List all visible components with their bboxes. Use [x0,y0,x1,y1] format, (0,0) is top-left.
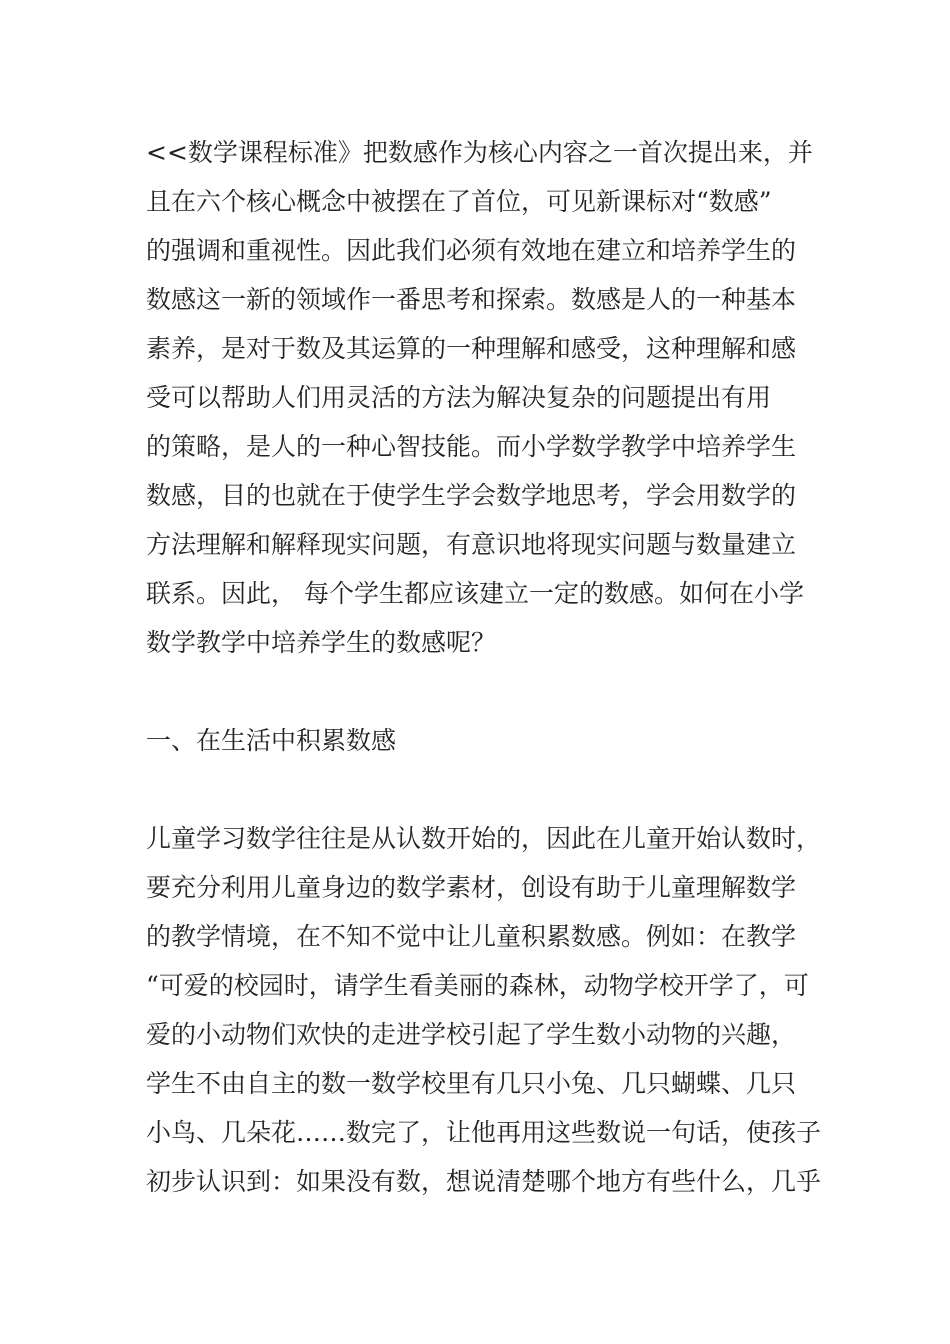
text-line: “可爱的校园时，请学生看美丽的森林，动物学校开学了，可 [146,971,809,1000]
text-line: 联系。因此， 每个学生都应该建立一定的数感。如何在小学 [146,579,804,608]
text-line: 的教学情境，在不知不觉中让儿童积累数感。例如：在教学 [146,922,797,951]
text-line: 受可以帮助人们用灵活的方法为解决复杂的问题提出有用 [146,383,772,412]
text-line: <<数学课程标准》把数感作为核心内容之一首次提出来，并 [146,138,813,167]
text-line: 的策略，是人的一种心智技能。而小学数学教学中培养学生 [146,432,797,461]
text-line: 数学教学中培养学生的数感呢？ [146,628,497,657]
document-body [146,128,822,1206]
text-line: 数感，目的也就在于使学生学会数学地思考，学会用数学的 [146,481,797,510]
paragraph-gap [146,765,818,814]
intro-paragraph [146,128,818,667]
section-paragraph [146,814,822,1206]
text-line: 爱的小动物们欢快的走进学校引起了学生数小动物的兴趣， [146,1020,797,1049]
text-line: 素养，是对于数及其运算的一种理解和感受，这种理解和感 [146,334,797,363]
text-line: 要充分利用儿童身边的数学素材，创设有助于儿童理解数学 [146,873,797,902]
text-line: 小鸟、几朵花……数完了，让他再用这些数说一句话，使孩子 [146,1118,822,1147]
text-line: 的强调和重视性。因此我们必须有效地在建立和培养学生的 [146,236,797,265]
text-line: 且在六个核心概念中被摆在了首位，可见新课标对“数感” [146,187,772,216]
text-line: 初步认识到：如果没有数，想说清楚哪个地方有些什么，几乎 [146,1167,822,1196]
text-line: 方法理解和解释现实问题，有意识地将现实问题与数量建立 [146,530,797,559]
paragraph-gap [146,667,818,716]
text-line: 儿童学习数学往往是从认数开始的，因此在儿童开始认数时， [146,824,822,853]
section-heading: 一、在生活中积累数感 [146,726,397,755]
text-line: 学生不由自主的数一数学校里有几只小兔、几只蝴蝶、几只 [146,1069,797,1098]
text-line: 数感这一新的领域作一番思考和探索。数感是人的一种基本 [146,285,797,314]
